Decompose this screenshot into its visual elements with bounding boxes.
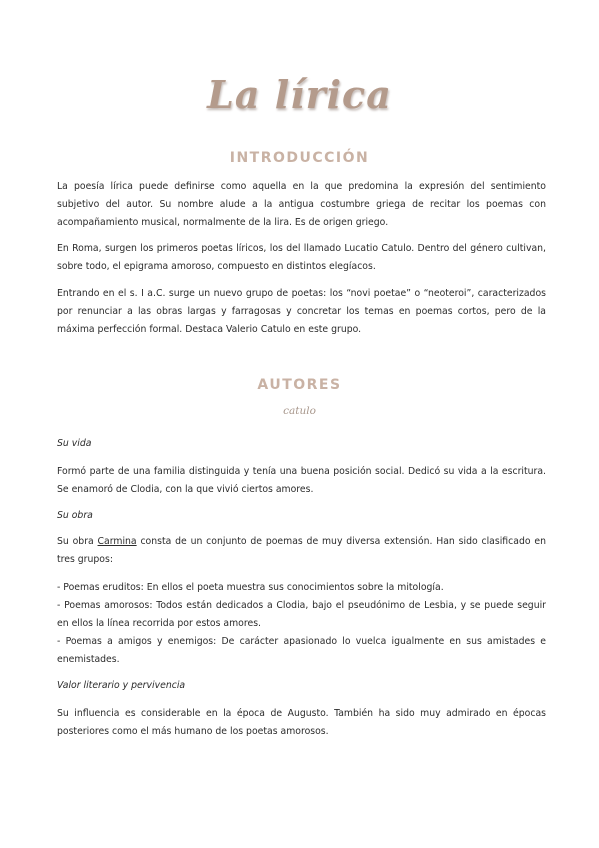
intro-paragraph-2: En Roma, surgen los primeros poetas líricos, los del llamado Lucatio Catulo. Dentro del género cultivan, sobre todo, el epigrama amoroso, compuesto en distintos elegíacos.: [57, 243, 546, 272]
obra-prefix: Su obra: [57, 536, 98, 547]
obra-label: Su obra: [57, 510, 93, 521]
valor-paragraph: Su influencia es considerable en la época de Augusto. También ha sido muy admirado en épocas posteriores como el más humano de los poetas amorosos.: [57, 708, 546, 737]
page-title: La lírica: [207, 72, 392, 117]
intro-paragraph-3: Entrando en el s. I a.C. surge un nuevo grupo de poetas: los “novi poetae” o “neoteroi”, caracterizados por renunciar a las obras largas y farragosas y concretar los temas en poemas cortos, pero de la máxima perfección formal. Destaca Valerio Catulo en este grupo.: [57, 288, 546, 335]
vida-label: Su vida: [57, 438, 92, 449]
obra-paragraph: [57, 533, 546, 569]
group-item-eruditos: - Poemas eruditos: En ellos el poeta muestra sus conocimientos sobre la mitología.: [57, 582, 444, 593]
author-subheading: catulo: [283, 405, 316, 417]
group-item-amigos: - Poemas a amigos y enemigos: De carácter apasionado lo vuelca igualmente en sus amistades e enemistades.: [57, 636, 546, 665]
obra-title: Carmina: [97, 536, 137, 547]
vida-paragraph: Formó parte de una familia distinguida y tenía una buena posición social. Dedicó su vida a la escritura. Se enamoró de Clodia, con la que vivió ciertos amores.: [57, 466, 546, 495]
group-item-amorosos: - Poemas amorosos: Todos están dedicados a Clodia, bajo el pseudónimo de Lesbia, y se puede seguir en ellos la línea recorrida por estos amores.: [57, 600, 546, 629]
valor-label: Valor literario y pervivencia: [57, 680, 186, 691]
autores-heading: AUTORES: [257, 377, 342, 393]
intro-paragraph-1: La poesía lírica puede definirse como aquella en la que predomina la expresión del sentimiento subjetivo del autor. Su nombre alude a la antigua costumbre griega de recitar los poemas con acompañamiento musical, normalmente de la lira. Es de origen griego.: [57, 181, 546, 228]
obra-rest: consta de un conjunto de poemas de muy diversa extensión. Han sido clasificado en tres grupos:: [57, 536, 546, 565]
intro-heading: INTRODUCCIÓN: [229, 150, 370, 166]
